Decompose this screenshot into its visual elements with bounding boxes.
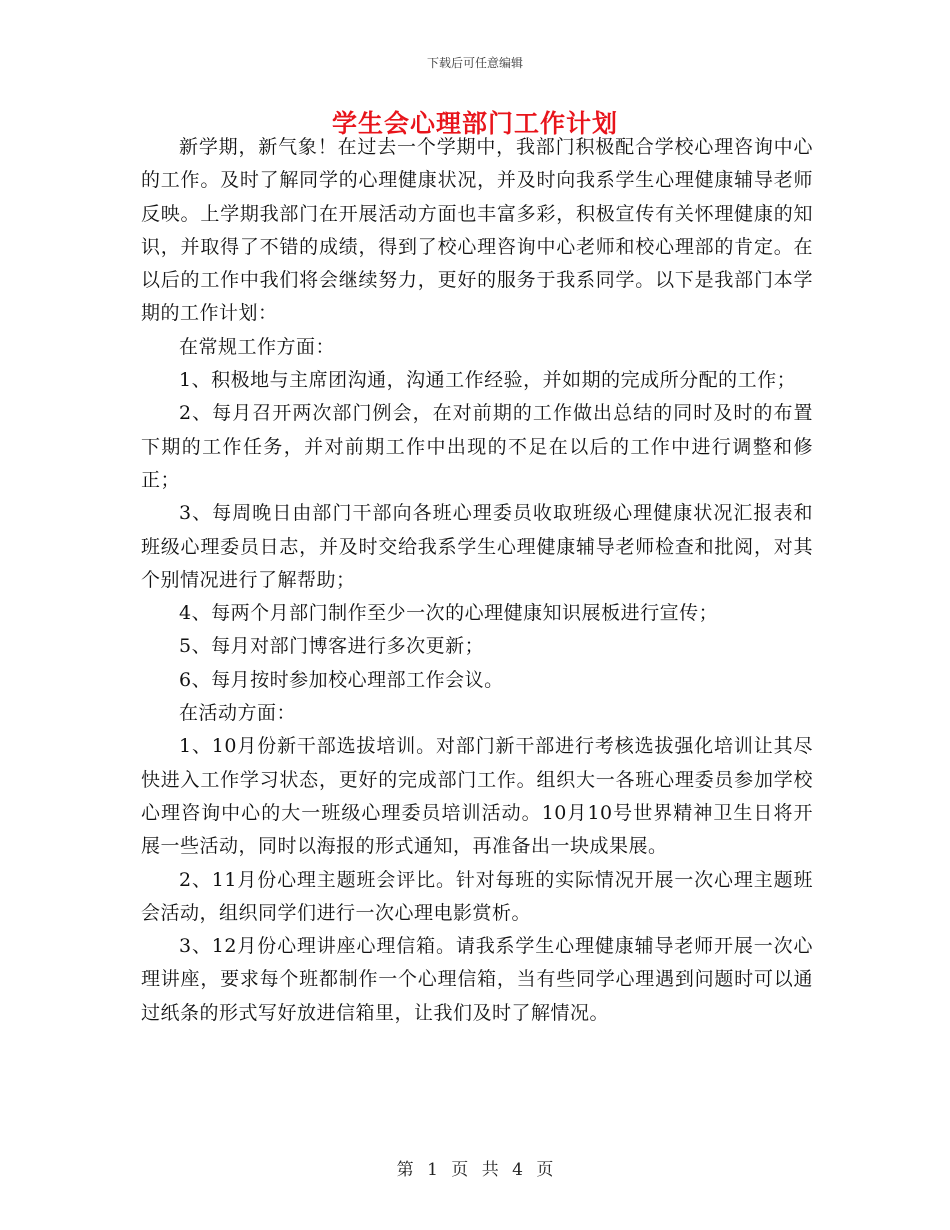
section-heading-activities: 在活动方面： xyxy=(179,702,297,725)
section-heading-routine: 在常规工作方面： xyxy=(179,335,336,358)
document-body xyxy=(141,131,813,1030)
document-title: 学生会心理部门工作计划 xyxy=(331,109,618,138)
routine-item-1: 1、积极地与主席团沟通，沟通工作经验，并如期的完成所分配的工作； xyxy=(179,369,797,392)
paragraph-intro: 新学期，新气象！在过去一个学期中，我部门积极配合学校心理咨询中心的工作。及时了解同学的心理健康状况，并及时向我系学生心理健康辅导老师反映。上学期我部门在开展活动方面也丰富多彩，积极宣传有关怀理健康的知识，并取得了不错的成绩，得到了校心理咨询中心老师和校心理部的肯定。在以后的工作中我们将会继续努力，更好的服务于我系同学。以下是我部门本学期的工作计划： xyxy=(141,136,813,325)
activity-item-3: 3、12月份心理讲座心理信箱。请我系学生心理健康辅导老师开展一次心理讲座，要求每个班都制作一个心理信箱，当有些同学心理遇到问题时可以通过纸条的形式写好放进信箱里，让我们及时了解情况。 xyxy=(141,935,813,1024)
page-footer: 第 1 页 共 4 页 xyxy=(396,1160,554,1180)
routine-item-4: 4、每两个月部门制作至少一次的心理健康知识展板进行宣传； xyxy=(179,602,719,625)
header-note: 下载后可任意编辑 xyxy=(426,56,523,70)
routine-item-2: 2、每月召开两次部门例会，在对前期的工作做出总结的同时及时的布置下期的工作任务，并对前期工作中出现的不足在以后的工作中进行调整和修正； xyxy=(141,402,813,491)
routine-item-3: 3、每周晚日由部门干部向各班心理委员收取班级心理健康状况汇报表和班级心理委员日志，并及时交给我系学生心理健康辅导老师检查和批阅，对其个别情况进行了解帮助； xyxy=(141,502,813,591)
routine-item-5: 5、每月对部门博客进行多次更新； xyxy=(179,635,485,658)
routine-item-6: 6、每月按时参加校心理部工作会议。 xyxy=(179,668,504,691)
activity-item-1: 1、10月份新干部选拔培训。对部门新干部进行考核选拔强化培训让其尽快进入工作学习状态，更好的完成部门工作。组织大一各班心理委员参加学校心理咨询中心的大一班级心理委员培训活动。10月10号世界精神卫生日将开展一些活动，同时以海报的形式通知，再准备出一块成果展。 xyxy=(141,735,813,858)
activity-item-2: 2、11月份心理主题班会评比。针对每班的实际情况开展一次心理主题班会活动，组织同学们进行一次心理电影赏析。 xyxy=(141,868,813,924)
